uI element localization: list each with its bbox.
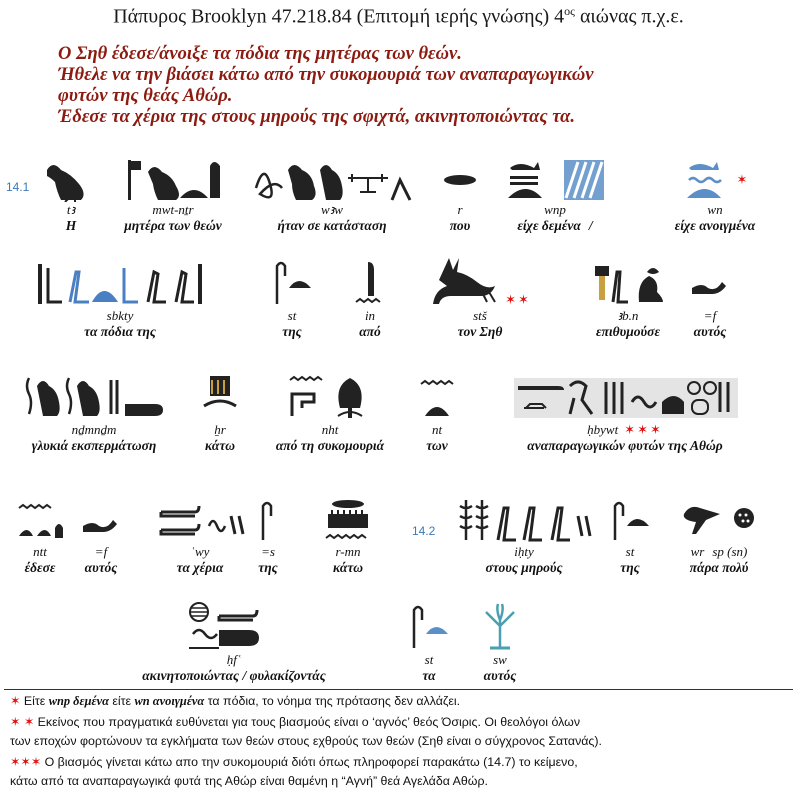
word-r-mn	[308, 496, 388, 576]
hieroglyph-viper-icon	[79, 496, 123, 544]
hieroglyph-arms-icon	[155, 496, 245, 544]
transliteration: =s	[261, 544, 275, 559]
transliteration: wnp	[544, 202, 566, 217]
intro-paragraph	[58, 44, 793, 128]
notes-divider	[4, 689, 793, 690]
hieroglyph-viper-icon	[688, 258, 732, 308]
line-number-14-1: 14.1	[6, 180, 30, 194]
transliteration: st	[625, 544, 635, 559]
gloss: ήταν σε κατάσταση	[277, 218, 387, 233]
transliteration: ẖr	[214, 422, 226, 437]
intro-line-2: Ήθελε να την βιάσει κάτω από την συκομουριά των αναπαραγωγικών	[58, 65, 594, 85]
footnote-3: ✶✶✶ Ο βιασμός γίνεται κάτω απο την συκομουριά διότι όπως πληροφορεί παρακάτω (14.7) το κείμενο, κάτω από τα αναπαραγωγικά φυτά της Αθώρ είναι θαμένη η “Αγνή” θεά Αγελάδα Αθώρ.	[10, 755, 578, 788]
hieroglyph-hfa-icon	[179, 600, 289, 652]
gloss: πάρα πολύ	[689, 560, 749, 575]
gloss: έδεσε	[24, 560, 56, 575]
transliteration: =f	[703, 308, 717, 323]
gloss: της	[258, 560, 278, 575]
gloss: της	[620, 560, 640, 575]
intro-line-1: Ο Σηθ έδεσε/άνοιξε τα πόδια της μητέρας των θεών.	[58, 44, 462, 64]
word-sw	[470, 600, 530, 684]
gloss: μητέρα των θεών	[124, 218, 222, 233]
gloss: αυτός	[84, 560, 118, 575]
hieroglyph-mwt-ntr-icon	[118, 158, 228, 202]
transliteration: wꜣw	[321, 202, 343, 217]
hieroglyph-hbywt-icon	[510, 372, 740, 422]
footnote-1: ✶ Είτε wnp δεμένα είτε wn ανοιγμένα τα πόδια, το νόημα της πρότασης δεν αλλάζει.	[10, 694, 461, 708]
hieroglyph-st-icon	[267, 258, 317, 308]
gloss: Η	[65, 218, 77, 233]
hieroglyph-thighs-icon	[454, 496, 594, 544]
transliteration: stš	[473, 308, 487, 323]
transliteration: ʿwy	[190, 544, 210, 559]
transliteration: sbkty	[106, 308, 134, 323]
transliteration: r	[457, 202, 463, 217]
gloss: ακινητοποιώντας / φυλακίζοντάς	[142, 668, 326, 683]
transliteration: r-mn	[335, 544, 361, 559]
gloss: τον Σηθ	[457, 324, 503, 339]
hieroglyph-vulture-icon	[41, 158, 101, 202]
word-sbkty	[20, 258, 220, 340]
transliteration: sw	[493, 652, 507, 667]
footnote-star: ✶	[736, 172, 750, 187]
footnote-stars: ✶✶	[505, 292, 531, 307]
gloss: της	[282, 324, 302, 339]
hieroglyph-wn-icon	[681, 158, 731, 202]
word-ntt	[10, 496, 70, 576]
transliteration: tꜣ	[66, 202, 76, 217]
gloss: αυτός	[483, 668, 517, 683]
hieroglyph-cloth-icon	[253, 496, 283, 544]
gloss: κάτω	[205, 438, 235, 453]
gloss: τα χέρια	[176, 560, 224, 575]
word-ab-n	[580, 258, 676, 340]
separator: /	[588, 218, 593, 233]
word-ihty	[444, 496, 604, 576]
word-mwt-ntr	[108, 158, 238, 234]
transliteration: nḏmnḏm	[71, 422, 117, 437]
word-nht	[260, 372, 400, 454]
transliteration: ḥbywt	[587, 422, 619, 437]
gloss: των	[426, 438, 448, 453]
set-glyph-group	[429, 254, 531, 308]
hieroglyph-ndm-icon	[19, 372, 169, 422]
gloss: γλυκιά εκσπερμάτωση	[31, 438, 157, 453]
hieroglyph-waw-icon	[252, 158, 412, 202]
footnote-2: ✶ ✶ Εκείνος που πραγματικά ευθύνεται για τους βιασμούς είναι ο ‘αγνός’ θεός Όσιρις. Οι θεολόγοι όλων των εποχών φορτώνουν τα εγκλήματα των θεών στους εχθρούς των θεών (Σηθ είναι ο σύγχρονος Σατανάς).	[10, 715, 602, 748]
transliteration: wr	[690, 544, 705, 559]
hieroglyph-sedge-icon	[480, 600, 520, 652]
transliteration: ꜣb.n	[617, 308, 639, 323]
word-s	[246, 496, 290, 576]
hieroglyph-mouth-icon	[440, 158, 480, 202]
word-st	[262, 258, 322, 340]
footnote-stars: ✶✶✶	[624, 422, 663, 437]
word-hbywt	[470, 372, 780, 454]
intro-line-3: φυτών της θεάς Αθώρ.	[58, 86, 233, 106]
word-ta	[40, 158, 102, 234]
word-f	[680, 258, 740, 340]
gloss: αυτός	[693, 324, 727, 339]
transliteration: sp (sn)	[712, 544, 748, 559]
hieroglyph-st-icon	[605, 496, 655, 544]
word-r	[430, 158, 490, 234]
transliteration: mwt-nṯr	[152, 202, 194, 217]
word-in	[340, 258, 400, 340]
gloss: από τη συκομουριά	[275, 438, 385, 453]
gloss: τα πόδια της	[84, 324, 156, 339]
hieroglyph-set-animal-icon	[429, 254, 499, 308]
hieroglyph-ntt-icon	[13, 496, 67, 544]
gloss-pair	[517, 218, 592, 234]
hieroglyph-reed-icon	[350, 258, 390, 308]
word-wnp	[500, 158, 610, 234]
transliteration: ḥfʿ	[226, 652, 242, 667]
hieroglyph-desire-icon	[583, 258, 673, 308]
gloss: τα	[422, 668, 436, 683]
gloss: είχε δεμένα	[517, 218, 581, 233]
hieroglyph-r-mn-icon	[318, 496, 378, 544]
word-wr-sp	[664, 496, 774, 576]
transliteration: wn	[707, 202, 723, 217]
footnote-star: ✶	[10, 694, 21, 708]
word-st-3	[404, 600, 454, 684]
transliteration: =f	[94, 544, 108, 559]
hieroglyph-wnp-icon	[500, 158, 610, 202]
word-hr	[190, 372, 250, 454]
hieroglyph-belly-icon	[198, 372, 242, 422]
wr-sp-label-group	[691, 544, 748, 560]
word-wn	[650, 158, 780, 234]
word-hfa	[104, 600, 364, 684]
word-sts	[420, 254, 540, 340]
gloss: κάτω	[333, 560, 363, 575]
transliteration: nt	[431, 422, 443, 437]
transliteration: st	[424, 652, 434, 667]
hbywt-label-group	[587, 422, 663, 438]
hieroglyph-nt-icon	[417, 372, 457, 422]
page-title: Πάπυρος Brooklyn 47.218.84 (Επιτομή ιερής γνώσης) $4^{o\varsigma}$ αιώνας π.χ.ε.	[113, 4, 684, 28]
transliteration: ntt	[33, 544, 47, 559]
gloss: που	[449, 218, 471, 233]
transliteration: in	[364, 308, 376, 323]
gloss: αναπαραγωγικών φυτών της Αθώρ	[527, 438, 723, 453]
footnote-stars: ✶✶✶	[10, 755, 42, 769]
word-awy	[150, 496, 250, 576]
hieroglyph-swallow-icon	[674, 496, 764, 544]
word-ndmndm	[14, 372, 174, 454]
word-st-2	[600, 496, 660, 576]
gloss: επιθυμούσε	[596, 324, 660, 339]
gloss: είχε ανοιγμένα	[674, 218, 756, 233]
footnote-stars: ✶ ✶	[10, 715, 35, 729]
word-nt	[412, 372, 462, 454]
hieroglyph-legs-icon	[28, 258, 213, 308]
word-f-2	[76, 496, 126, 576]
word-waw	[250, 158, 414, 234]
transliteration: nht	[321, 422, 339, 437]
gloss: στους μηρούς	[485, 560, 563, 575]
transliteration: iḥty	[514, 544, 534, 559]
wn-glyph-group	[681, 158, 750, 202]
transliteration: st	[287, 308, 297, 323]
gloss: από	[359, 324, 381, 339]
intro-line-4: Έδεσε τα χέρια της στους μηρούς της σφιχτά, ακινητοποιώντας τα.	[58, 107, 576, 127]
hieroglyph-st-icon	[404, 600, 454, 652]
line-number-14-2: 14.2	[412, 524, 436, 538]
hieroglyph-sycamore-icon	[280, 372, 380, 422]
